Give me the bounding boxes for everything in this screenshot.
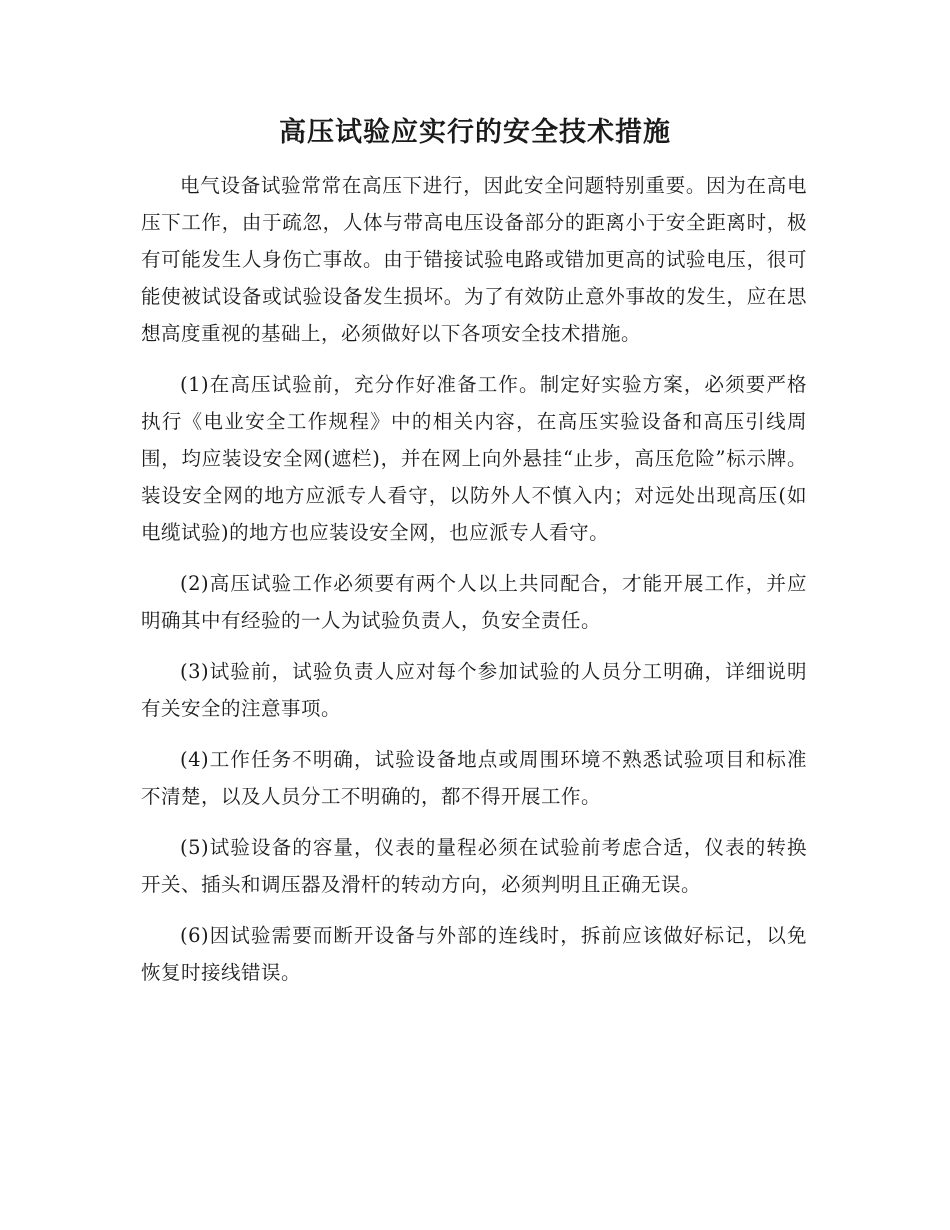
paragraph-item-2: (2)高压试验工作必须要有两个人以上共同配合，才能开展工作，并应明确其中有经验的一人为试验负责人，负安全责任。 [141,572,807,632]
paragraph-intro: 电气设备试验常常在高压下进行，因此安全问题特别重要。因为在高电压下工作，由于疏忽，人体与带高电压设备部分的距离小于安全距离时，极有可能发生人身伤亡事故。由于错接试验电路或错加更高的试验电压，很可能使被试设备或试验设备发生损坏。为了有效防止意外事故的发生，应在思想高度重视的基础上，必须做好以下各项安全技术措施。 [141,174,807,345]
paragraph-item-6: (6)因试验需要而断开设备与外部的连线时，拆前应该做好标记，以免恢复时接线错误。 [141,924,807,984]
document-title: 高压试验应实行的安全技术措施 [279,117,671,148]
paragraph-item-3: (3)试验前，试验负责人应对每个参加试验的人员分工明确，详细说明有关安全的注意事项。 [141,660,807,720]
paragraph-item-4: (4)工作任务不明确，试验设备地点或周围环境不熟悉试验项目和标准不清楚，以及人员分工不明确的，都不得开展工作。 [141,748,807,808]
paragraph-item-5: (5)试验设备的容量，仪表的量程必须在试验前考虑合适，仪表的转换开关、插头和调压器及滑杆的转动方向，必须判明且正确无误。 [141,836,807,896]
document-body [141,167,807,991]
paragraph-item-1: (1)在高压试验前，充分作好准备工作。制定好实验方案，必须要严格执行《电业安全工作规程》中的相关内容，在高压实验设备和高压引线周围，均应装设安全网(遮栏)，并在网上向外悬挂“止步，高压危险”标示牌。装设安全网的地方应派专人看守，以防外人不慎入内；对远处出现高压(如电缆试验)的地方也应装设安全网，也应派专人看守。 [141,373,807,544]
